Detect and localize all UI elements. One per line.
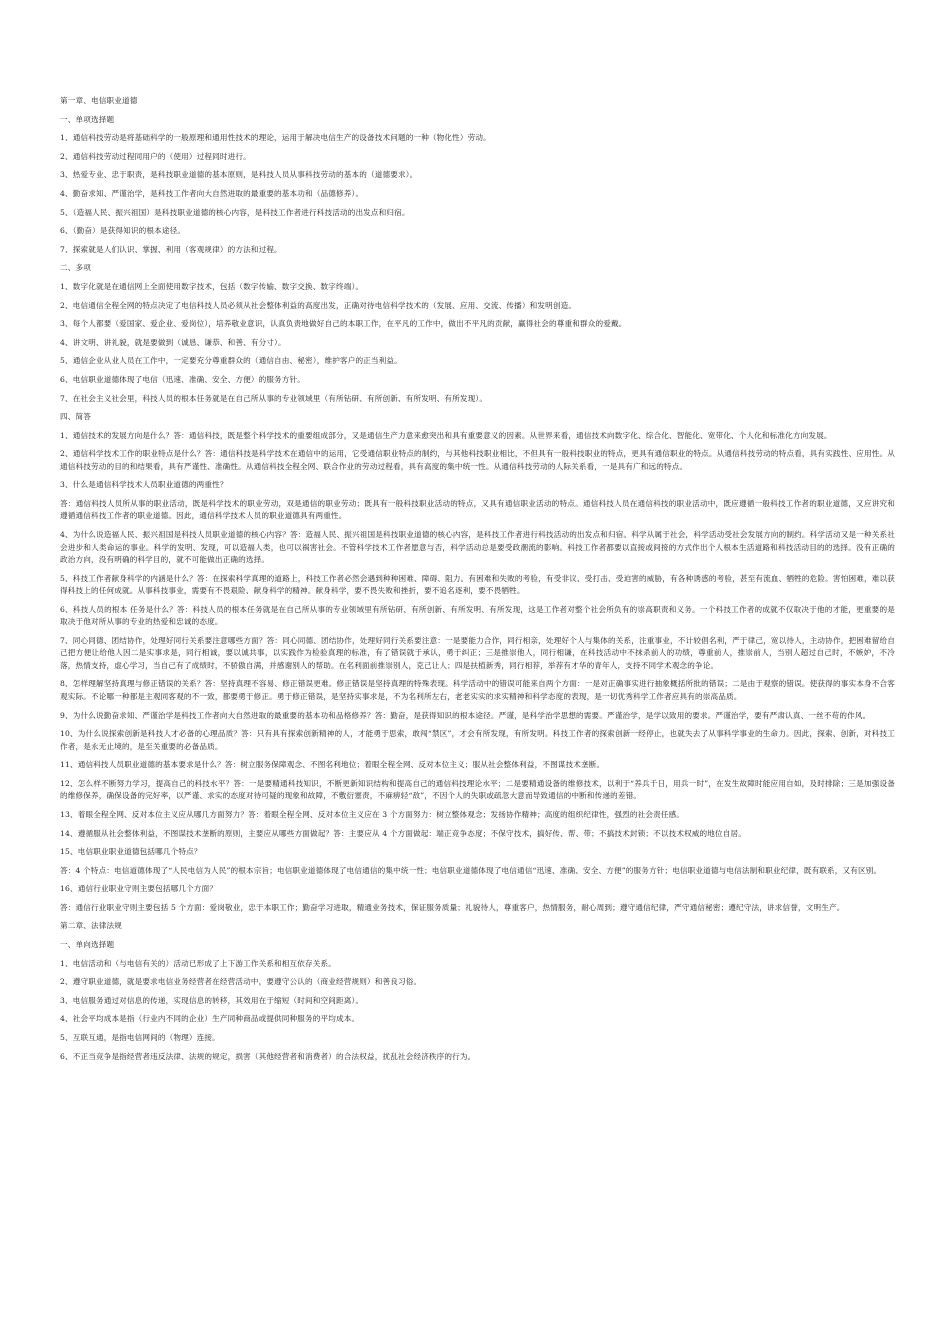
short-answer-item: 5、科技工作者献身科学的内涵是什么？答：在探索科学真理的道路上，科技工作者必然会遇到种种困难、障碍、阻力。有困难和失败的考验，有受非议、受打击、受迫害的威胁，有各种诱惑的考验，甚至有流血、牺牲的危险。害怕困难，难以获得科技上的任何成就。从事科技事业，需要有不畏艰险、献身科学的精神。献身科学，要不畏失败和挫折，要不追名逐利，要不畏牺牲。 — [60, 573, 895, 596]
multiple-choice-item: 1、数字化就是在通信网上全面使用数字技术，包括（数字传输、数字交换、数字终端）。 — [60, 281, 364, 291]
short-answer-item: 13、着眼全程全网、反对本位主义应从哪几方面努力？答：着眼全程全网、反对本位主义应在 3 个方面努力：树立整体观念；发扬协作精神；高度的组织纪律性，强烈的社会责任感。 — [60, 809, 685, 819]
short-answer-item: 3、什么是通信科学技术人员职业道德的两重性？ — [60, 480, 228, 490]
short-answer-item: 11、通信科技人员职业道德的基本要求是什么？答：树立服务保障观念、不图名利地位；着眼全程全网、反对本位主义；服从社会整体利益，不图谋技术垄断。 — [60, 760, 605, 770]
document-page — [60, 95, 895, 1069]
short-answer-item: 6、科技人员的根本 任务是什么？答：科技人员的根本任务就是在自己所从事的专业领域里有所钻研、有所创新、有所发明、有所发现，这是工作者对整个社会所负有的崇高职责和义务。一个科技工作者的成就不仅取决于他的才能，更重要的是取决于他对所从事的专业的热爱和忠诚的态度。 — [60, 604, 895, 627]
multiple-choice-item: 7、在社会主义社会里，科技人员的根本任务就是在自己所从事的专业领域里（有所钻研、有所创新、有所发明、有所发现）。 — [60, 393, 488, 403]
short-answer-item: 15、电信职业职业道德包括哪几个特点？ — [60, 847, 202, 857]
single-choice-item: 3、热爱专业、忠于职责，是科技职业道德的基本原则，是科技人员从事科技劳动的基本的（道德要求）。 — [60, 170, 418, 180]
short-answer-item: 4、为什么说造福人民、振兴祖国是科技人员职业道德的核心内容？答：造福人民、振兴祖国是科技职业道德的核心内容，是科技工作者进行科技活动的出发点和归宿。科学从属于社会，科学活动受社会发展方向的制约。科学活动又是一种关系社会进步和人类命运的事业。科学的发明、发现，可以造福人类，也可以祸害社会。不管科学技术工作者愿意与否，科学活动总是要受政潮流的影响。科技工作者都要以直接或间接的方式作出个人根本生活道路和科技活动目的的选择。没有正确的政治方向，没有明确的科学目的，就不可能做出正确的选择。 — [60, 530, 895, 565]
single-choice-item: 5、互联互通，是指电信网间的（物理）连接。 — [60, 1033, 220, 1043]
chapter-2-title: 第二章、法律法规 — [60, 921, 122, 931]
section-multiple-choice: 二、多项 — [60, 263, 91, 273]
single-choice-item: 1、电信活动和（与电信有关的）活动已形成了上下游工作关系和相互依存关系。 — [60, 958, 337, 968]
section-single-choice: 一、单项选择题 — [60, 114, 115, 124]
short-answer-item: 答：通信科技人员所从事的职业活动，既是科学技术的职业劳动，双是通信的职业劳动；既具有一般科技职业活动的特点，又具有通信职业活动的特点。通信科技人员在通信科技的职业活动中，既应遵循一般科技工作者的职业道德，又应讲究和遵循通信科技工作者的职业道德。因此，通信科学技术人员的职业道德具有两重性。 — [60, 498, 895, 521]
short-answer-item: 14、遵循服从社会整体利益，不图谋技术垄断的原则，主要应从哪些方面做起？答：主要应从 4 个方面做起：端正竞争态度；不保守技术，搞好传、帮、带；不搞技术封锁；不以技术权威的地位自居。 — [60, 828, 747, 838]
short-answer-item: 答：4 个特点：电信道德体现了“人民电信为人民”的根本宗旨；电信职业道德体现了电信通信的集中统一性；电信职业道德体现了电信通信“迅速、准确、安全、方便”的服务方针；电信职业道德与电信法制和职业纪律，既有联系，又有区别。 — [60, 865, 882, 875]
multiple-choice-item: 5、通信企业从业人员在工作中，一定要充分尊重群众的（通信自由、秘密），维护客户的正当利益。 — [60, 356, 402, 366]
chapter-1-title: 第一章、电信职业道德 — [60, 96, 138, 105]
single-choice-item: 6、不正当竞争是指经营者违反法律、法规的规定，损害（其他经营者和消费者）的合法权益，扰乱社会经济秩序的行为。 — [60, 1051, 476, 1061]
short-answer-item: 2、通信科学技术工作的职业特点是什么？答：通信科技是科学技术在通信中的运用，它受通信职业特点的制约，与其他科技职业相比，不但具有一般科技职业的特点，更具有通信职业的特点。从通信科技劳动的特点看，具有实践性、应用性。从通信科技劳动的目的和结果看，具有严谨性、准确性。从通信科技全程全网、联合作业的劳动过程看，具有高度的集中统一性。从通信科技劳动的人际关系看，一是具有广和远的特点。 — [60, 449, 895, 471]
multiple-choice-item: 3、每个人都要（爱国家、爱企业、爱岗位），培养敬业意识，认真负责地做好自己的本职工作，在平凡的工作中，做出不平凡的贡献，赢得社会的尊重和群众的爱戴。 — [60, 319, 627, 329]
section-single-choice-2: 一、单向选择题 — [60, 940, 115, 950]
short-answer-item: 12、怎么样不断努力学习，提高自己的科技水平？答：一是要精通科技知识，不断更新知识结构和提高自己的通信科技理论水平；二是要精通设备的维修技术，以利于“养兵千日，用兵一时”，在发生故障时能应用自如，及时排除；三是加强设备的维修保养，确保设备的完好率，以严谨、求实的态度对待可疑的现象和故障，不敷衍塞责，不麻痹轻“敌”，不因个人的失职或疏忽大意而导致通信的中断和传递的差错。 — [60, 778, 895, 801]
single-choice-item: 3、电信服务通过对信息的传递，实现信息的转移，其效用在于缩短（时间和空间距离）。 — [60, 995, 364, 1005]
multiple-choice-item: 6、电信职业道德体现了电信（迅速、准确、安全、方便）的服务方针。 — [60, 374, 306, 384]
short-answer-item: 9、为什么说勤奋求知、严谨治学是科技工作者向大自然进取的最重要的基本功和品格修养？答：勤奋，是获得知识的根本途径。严谨，是科学治学思想的需要。严谨治学，是学以致用的要求。严谨治学，要有严肃认真、一丝不苟的作风。 — [60, 710, 871, 720]
single-choice-item: 1、通信科技劳动是将基础科学的一般原理和通用性技术的理论，运用于解决电信生产的设备技术问题的一种（物化性）劳动。 — [60, 133, 491, 143]
short-answer-item: 10、为什么说探索创新是科技人才必备的心理品质？答：只有具有探索创新精神的人，才能勇于思索，敢闯“禁区”，才会有所发现，有所发明。科技工作者的探索创新一经停止，也就失去了从事科学事业的生命力。因此，探索、创新，对科技工作者，是永无止境的，是至关重要的必备品质。 — [60, 729, 895, 751]
multiple-choice-item: 4、讲文明、讲礼貌，就是要做到（诚恳、谦恭、和善、有分寸）。 — [60, 337, 286, 347]
single-choice-item: 5、（造福人民、振兴祖国）是科技职业道德的核心内容，是科技工作者进行科技活动的出发点和归宿。 — [60, 207, 410, 217]
single-choice-item: 2、通信科技劳动过程同用户的（使用）过程同时进行。 — [60, 151, 251, 161]
multiple-choice-item: 2、电信通信全程全网的特点决定了电信科技人员必须从社会整体利益的高度出发，正确对待电信科学技术的（发展、应用、交流、传播）和发明创造。 — [60, 300, 577, 310]
short-answer-item: 答：通信行业职业守则主要包括 5 个方面：爱岗敬业，忠于本职工作；勤奋学习进取，精通业务技术，保证服务质量；礼貌待人，尊重客户，热情服务，耐心周到；遵守通信纪律，严守通信秘密；遵纪守法，讲求信誉，文明生产。 — [60, 902, 845, 912]
short-answer-item: 1、通信技术的发展方向是什么？答：通信科技，既是整个科学技术的重要组成部分，又是通信生产力意来愈突出和具有重要意义的因素。从世界来看，通信技术向数字化、综合化、智能化、宽带化、个人化和标准化方向发展。 — [60, 430, 832, 440]
short-answer-item: 7、同心同德、团结协作，处理好同行关系要注意哪些方面？答：同心同德、团结协作，处理好同行关系要注意：一是要能力合作，同行相亲，处理好个人与集体的关系，注重事业，不计较倡名利，严于律己，宽以待人，主动协作，把困难留给自己把方便让给他人因二是实事求是，同行相诚，要以诚共事，以实践作为检验真理的标准，有了错误就于承认，勇于纠正；三是推崇他人，同行相谦，在科技活动中不抹杀前人的功绩，尊重前人，推崇前人，当别人超过自己时，不嫉妒，不冷落，热情支持，虚心学习，当自己有了成绩时，不骄傲自满，并感谢别人的帮助。在名利面前推崇别人，克己让人；四是扶植新秀，同行相荐，举荐有才华的青年人，支持不同学术观念的争论。 — [60, 635, 895, 670]
short-answer-item: 8、怎样理解坚持真理与修正错误的关系？答：坚持真理不容易、修正错误更难。修正错误是坚持真理的特殊表现。科学活动中的错误可能来自两个方面：一是对正确事实进行抽象概括所批的错误；二是由于观察的错误。使获得的事实本身不合客观实际。不论哪一种都是主观同客观的不一致，都要勇于修正。勇于修正错误，是坚持实事求是，不为名利所左右，老老实实的求实精神和科学态度的表现，是一切优秀科学工作者应具有的崇高品质。 — [60, 679, 895, 701]
single-choice-item: 2、遵守职业道德，就是要求电信业务经营者在经营活动中，要遵守公认的（商业经营规则）和善良习俗。 — [60, 977, 422, 987]
short-answer-item: 16、通信行业职业守则主要包括哪几个方面？ — [60, 884, 218, 894]
single-choice-item: 6、（勤奋）是获得知识的根本途径。 — [60, 226, 186, 236]
single-choice-item: 7、探索就是人们认识、掌握、利用（客观规律）的方法和过程。 — [60, 244, 282, 254]
single-choice-item: 4、社会平均成本是指（行业内不同的企业）生产同种商品或提供同种服务的平均成本。 — [60, 1014, 360, 1024]
section-short-answer: 四、简答 — [60, 412, 91, 422]
single-choice-item: 4、勤奋求知、严谨治学，是科技工作者向大自然进取的最重要的基本功和（品德修养）。 — [60, 188, 364, 198]
